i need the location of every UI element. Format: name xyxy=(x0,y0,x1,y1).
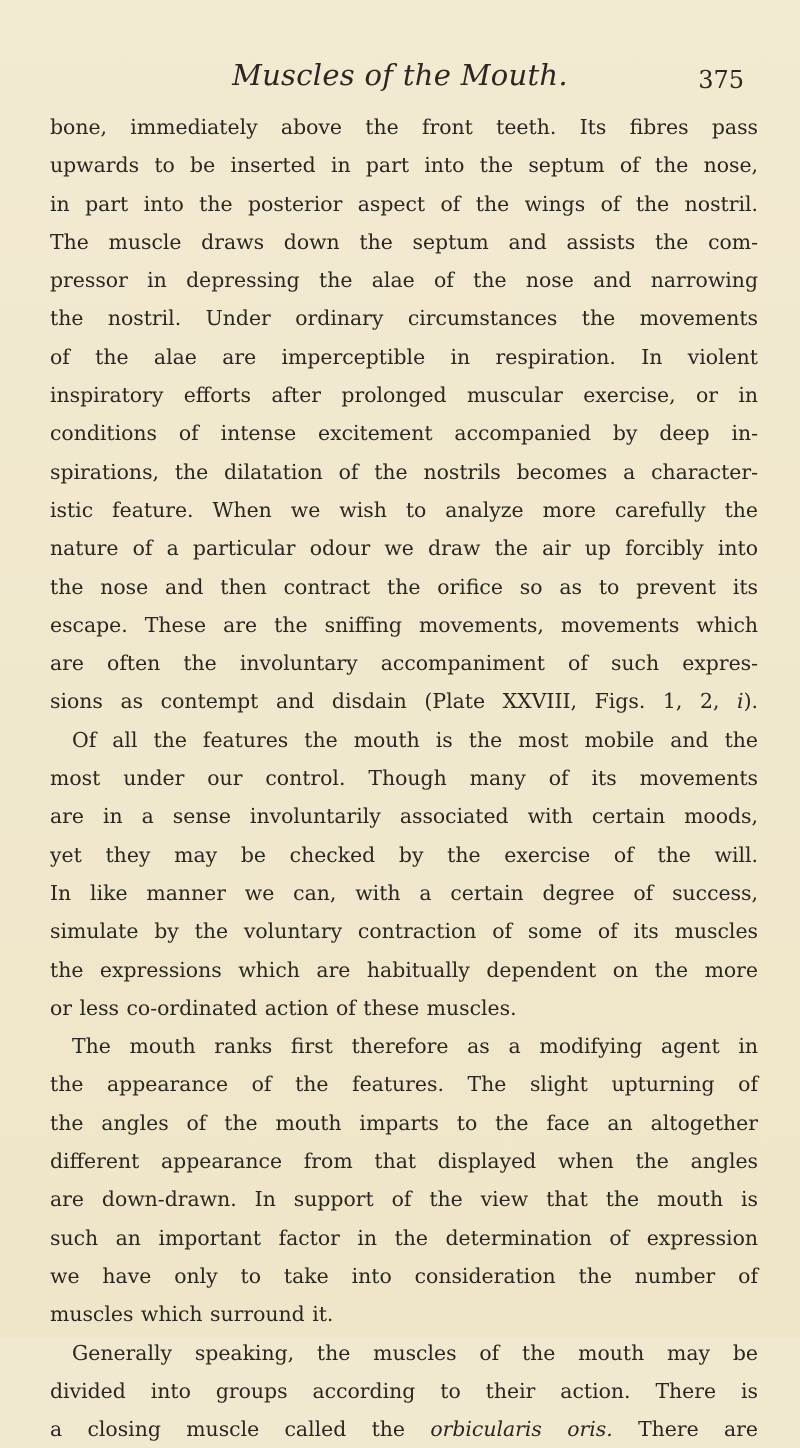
text-segment: ). xyxy=(743,689,758,714)
term-orbicularis-oris: orbicularis oris. xyxy=(430,1417,613,1442)
text-segment: a closing muscle called the xyxy=(50,1417,431,1442)
paragraph-start-line: The mouth ranks first therefore as a modifying agent in xyxy=(72,1034,758,1059)
text-line: The muscle draws down the septum and assists the com- xyxy=(50,229,758,254)
text-line: In like manner we can, with a certain degree of success, xyxy=(50,880,758,905)
text-line: the expressions which are habitually dependent on the more xyxy=(50,957,758,982)
text-line: the nostril. Under ordinary circumstances the movements xyxy=(50,306,758,331)
text-line: or less co-ordinated action of these muscles. xyxy=(50,995,517,1020)
text-line: are often the involuntary accompaniment of such expres- xyxy=(50,651,758,676)
text-line: divided into groups according to their action. There is xyxy=(50,1378,758,1403)
fig-ref-italic: i xyxy=(737,689,744,714)
text-line: yet they may be checked by the exercise of the will. xyxy=(50,842,758,867)
text-line-term xyxy=(50,1410,758,1448)
text-segment: sions as contempt and disdain (Plate XXVIII, Figs. 1, 2, xyxy=(50,689,738,714)
text-line: nature of a particular odour we draw the air up forcibly into xyxy=(50,536,758,561)
text-line: the appearance of the features. The slight upturning of xyxy=(50,1072,758,1097)
text-line: we have only to take into consideration the number of xyxy=(50,1263,758,1288)
text-line: are in a sense involuntarily associated with certain moods, xyxy=(50,804,758,829)
text-line: in part into the posterior aspect of the wings of the nostril. xyxy=(50,191,758,216)
text-line: conditions of intense excitement accompanied by deep in- xyxy=(50,421,758,446)
text-line: of the alae are imperceptible in respiration. In violent xyxy=(50,344,758,369)
paragraph-start-line: Of all the features the mouth is the most mobile and the xyxy=(72,727,758,752)
text-line: pressor in depressing the alae of the nose and narrowing xyxy=(50,268,758,293)
paragraph-start-line: Generally speaking, the muscles of the mouth may be xyxy=(72,1340,758,1365)
text-line: most under our control. Though many of its movements xyxy=(50,766,758,791)
text-line: the nose and then contract the orifice so as to prevent its xyxy=(50,574,758,599)
page-header xyxy=(0,58,800,98)
text-line: different appearance from that displayed when the angles xyxy=(50,1149,758,1174)
text-line: spirations, the dilatation of the nostrils becomes a character- xyxy=(50,459,758,484)
text-line: muscles which surround it. xyxy=(50,1302,334,1327)
text-line: simulate by the voluntary contraction of some of its muscles xyxy=(50,919,758,944)
body-text xyxy=(50,108,758,1448)
text-line-fig-ref xyxy=(50,682,758,720)
text-line: inspiratory efforts after prolonged muscular exercise, or in xyxy=(50,383,758,408)
text-segment: There are xyxy=(612,1417,758,1442)
running-head: Muscles of the Mouth. xyxy=(232,58,568,92)
text-line: are down-drawn. In support of the view that the mouth is xyxy=(50,1187,758,1212)
text-line: escape. These are the sniffing movements, movements which xyxy=(50,612,758,637)
text-line: such an important factor in the determination of expression xyxy=(50,1225,758,1250)
text-line: istic feature. When we wish to analyze more carefully the xyxy=(50,497,758,522)
page-number: 375 xyxy=(698,66,744,94)
text-line: the angles of the mouth imparts to the face an altogether xyxy=(50,1110,758,1135)
text-line: upwards to be inserted in part into the septum of the nose, xyxy=(50,153,758,178)
text-line: bone, immediately above the front teeth. Its fibres pass xyxy=(50,115,758,139)
